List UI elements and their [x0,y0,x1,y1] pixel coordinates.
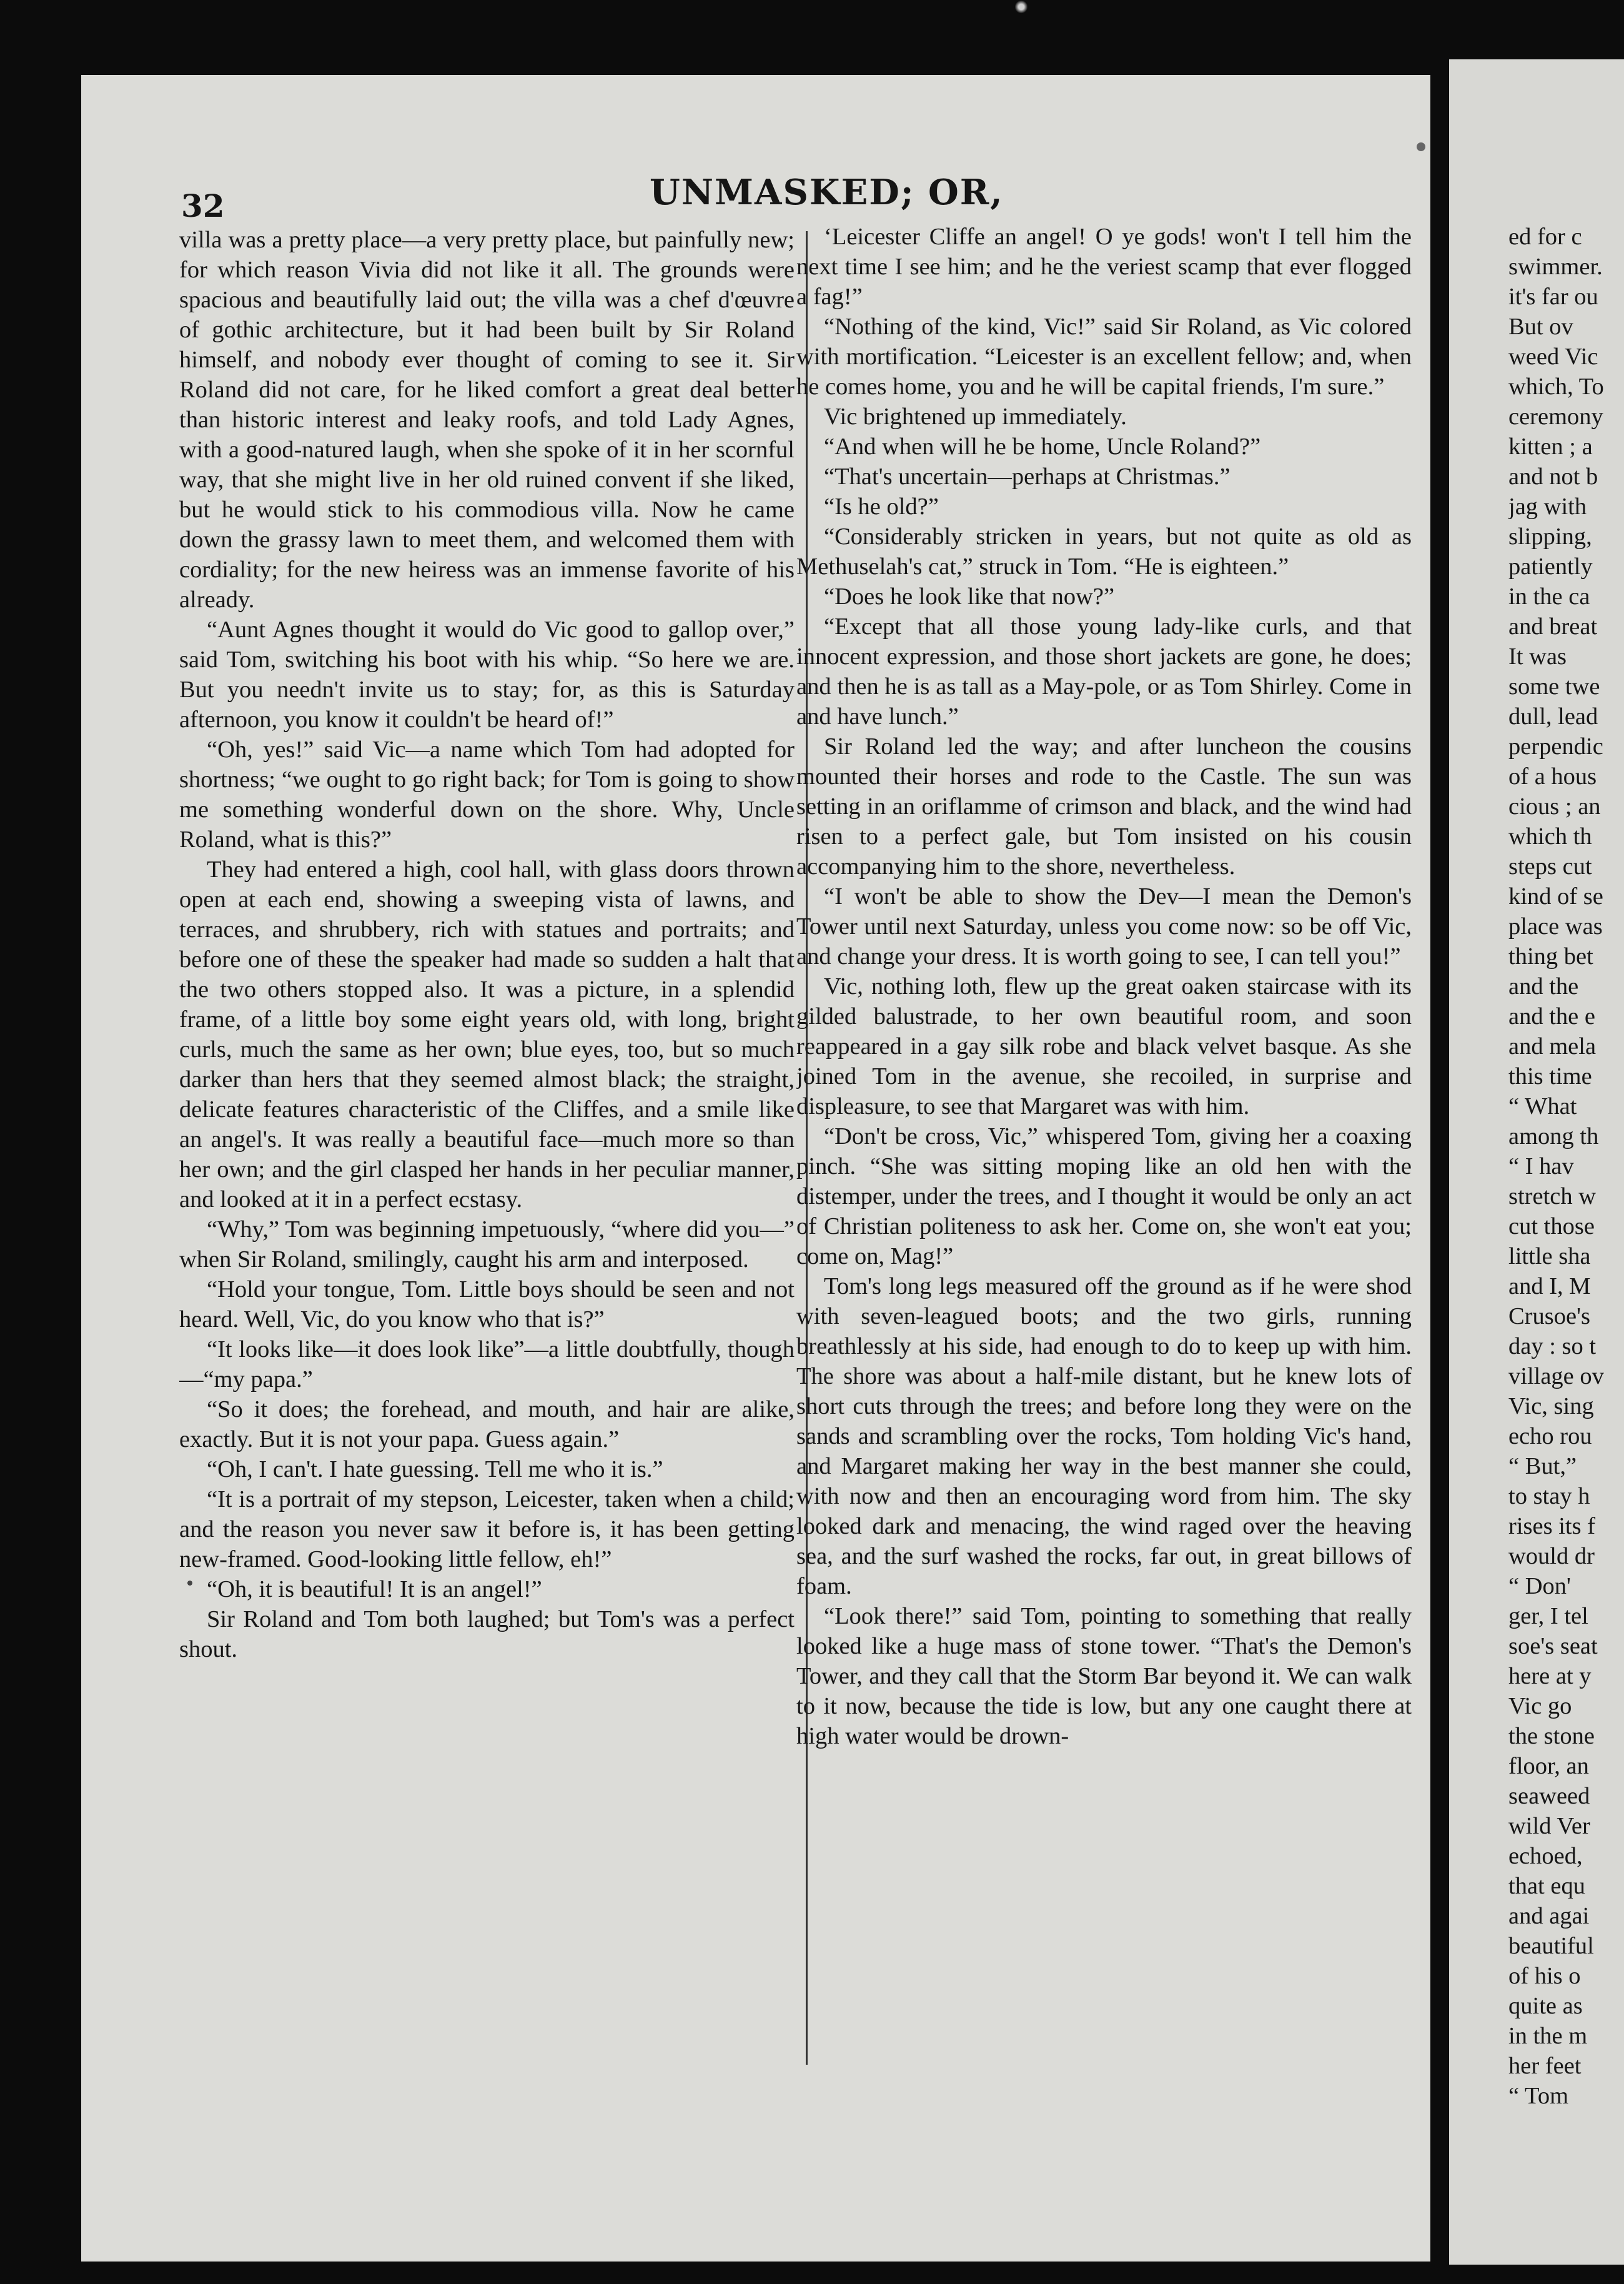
paragraph: Sir Roland and Tom both laughed; but Tom's was a perfect shout. [179,1606,795,1662]
paragraph: Vic, nothing loth, flew up the great oaken staircase with its gilded balustrade, to her own beautiful room, and soon reappeared in a gay silk robe and black velvet basque. As she joined Tom in the avenue, she recoiled, in surprise and displeasure, to see that Margaret was with him. [796,973,1412,1120]
text-line: dull, lead [1508,703,1598,730]
text-line: village ov [1508,1363,1604,1389]
text-line: ed for c [1508,224,1582,250]
text-line: and I, M [1508,1273,1591,1299]
text-line: rises its f [1508,1513,1596,1539]
text-line: swimmer. [1508,254,1603,280]
text-line: this time [1508,1063,1592,1090]
text-line: and the [1508,973,1579,1000]
text-line: ger, I tel [1508,1603,1588,1629]
paragraph: villa was a pretty place—a very pretty place, but painfully new; for which reason Vivia did not like it all. The grounds were spacious and beautifully laid out; the villa was a chef d'œuvre of gothic architecture, but it had been built by Sir Roland himself, and nobody ever thought of coming to see it. Sir Roland did not care, for he liked comfort a great deal better than historic interest and leaky roofs, and told Lady Agnes, with a good-natured laugh, when she spoke of it in her scornful way, that she might live in her old ruined convent if she liked, but he would stick to his commodious villa. Now he came down the grassy lawn to meet them, and welcomed them with cordiality; for the new heiress was an immense favorite of his already. [179,227,795,613]
text-line: here at y [1508,1663,1592,1689]
text-line: among th [1508,1123,1599,1149]
text-line: “ Tom [1508,2083,1569,2109]
text-line: kind of se [1508,883,1603,910]
paragraph: “Is he old?” [824,494,939,520]
adjacent-page-column [1508,222,1624,2127]
text-line: weed Vic [1508,344,1598,370]
paragraph: “Considerably stricken in years, but not quite as old as Methuselah's cat,” struck in Tom. “He is eighteen.” [796,524,1412,580]
text-line: and the e [1508,1003,1595,1030]
text-line: ceremony [1508,404,1603,430]
text-line: “ Don' [1508,1573,1571,1599]
text-line: and breat [1508,613,1598,640]
text-line: steps cut [1508,853,1592,880]
text-line: floor, an [1508,1753,1589,1779]
text-line: of his o [1508,1963,1581,1989]
text-line: in the m [1508,2023,1588,2049]
text-line: some twe [1508,673,1600,700]
text-line: beautiful [1508,1933,1594,1959]
text-line: of a hous [1508,763,1597,790]
paragraph: “Except that all those young lady-like curls, and that innocent expression, and those short jackets are gone, he does; and then he is as tall as a May-pole, or as Tom Shirley. Come in and have lunch.” [796,613,1412,730]
text-line: wild Ver [1508,1813,1590,1839]
text-line: that equ [1508,1873,1585,1899]
text-line: But ov [1508,314,1573,340]
paragraph: “I won't be able to show the Dev—I mean the Demon's Tower until next Saturday, unless you come now: so be off Vic, and change your dress. It is worth going to see, I can tell you!” [796,883,1412,970]
text-line: and mela [1508,1033,1597,1060]
running-title: UNMASKED; OR, [650,172,1004,213]
text-line: would dr [1508,1543,1595,1569]
text-line: her feet [1508,2053,1582,2079]
text-line: Vic go [1508,1693,1572,1719]
text-line: patiently [1508,554,1593,580]
paragraph: “Oh, I can't. I hate guessing. Tell me who it is.” [207,1456,663,1482]
page-number: 32 [181,187,225,224]
text-line: day : so t [1508,1333,1597,1359]
top-ornament [1015,0,1027,14]
text-line: jag with [1508,494,1587,520]
left-text-column [179,225,795,2099]
paragraph: “And when will he be home, Uncle Roland?” [824,434,1261,460]
paragraph: Tom's long legs measured off the ground as if he were shod with seven-leagued boots; and the two girls, running breathlessly at his side, had enough to do to keep up with him. The shore was about a half-mile distant, but he knew lots of short cuts through the trees; and before long they were on the sands and scrambling over the rocks, Tom holding Vic's hand, and Margaret making her way in the best manner she could, with now and then an encouraging word from him. The sky looked dark and menacing, the wind raged over the heaving sea, and the surf washed the rocks, far out, in great billows of foam. [796,1273,1412,1599]
text-line: thing bet [1508,943,1593,970]
text-line: “ I hav [1508,1153,1574,1179]
text-line: Crusoe's [1508,1303,1590,1329]
text-line: cut those [1508,1213,1595,1239]
paragraph: “Oh, yes!” said Vic—a name which Tom had adopted for shortness; “we ought to go right back; for Tom is going to show me something wonderful down on the shore. Why, Uncle Roland, what is this?” [179,737,795,853]
text-line: soe's seat [1508,1633,1598,1659]
text-line: stretch w [1508,1183,1597,1209]
text-line: in the ca [1508,583,1590,610]
paragraph: “So it does; the forehead, and mouth, and hair are alike, exactly. But it is not your papa. Guess again.” [179,1396,795,1452]
paragraph: “Don't be cross, Vic,” whispered Tom, giving her a coaxing pinch. “She was sitting moping like an old hen with the distemper, under the trees, and I thought it would be only an act of Christian politeness to ask her. Come on, she won't eat you; come on, Mag!” [796,1123,1412,1269]
text-line: the stone [1508,1723,1595,1749]
paragraph: “That's uncertain—perhaps at Christmas.” [824,464,1230,490]
paragraph: “Oh, it is beautiful! It is an angel!” [207,1576,542,1602]
text-line: Vic, sing [1508,1393,1594,1419]
paragraph: “Hold your tongue, Tom. Little boys should be seen and not heard. Well, Vic, do you know who that is?” [179,1276,795,1333]
text-line: “ But,” [1508,1453,1577,1479]
paragraph: “Nothing of the kind, Vic!” said Sir Roland, as Vic colored with mortification. “Leicester is an excellent fellow; and, when he comes home, you and he will be capital friends, I'm sure.” [796,314,1412,400]
text-line: echoed, [1508,1843,1583,1869]
text-line: seaweed [1508,1783,1590,1809]
text-line: kitten ; a [1508,434,1593,460]
paragraph: “Why,” Tom was beginning impetuously, “where did you—” when Sir Roland, smilingly, caught his arm and interposed. [179,1216,795,1273]
text-line: it's far ou [1508,284,1598,310]
text-line: little sha [1508,1243,1591,1269]
text-line: place was [1508,913,1603,940]
paragraph: They had entered a high, cool hall, with glass doors thrown open at each end, showing a sweeping vista of lawns, and terraces, and shrubbery, rich with statues and portraits; and before one of these the speaker had made so sudden a halt that the two others stopped also. It was a picture, in a splendid frame, of a little boy some eight years old, with long, bright curls, much the same as her own; blue eyes, too, but so much darker than hers that they seemed almost black; the straight, delicate features characteristic of the Cliffes, and a smile like an angel's. It was really a beautiful face—much more so than her own; and the girl clasped her hands in her peculiar manner, and looked at it in a perfect ecstasy. [179,856,795,1213]
text-line: echo rou [1508,1423,1592,1449]
text-line: to stay h [1508,1483,1590,1509]
paragraph: “Look there!” said Tom, pointing to something that really looked like a huge mass of stone tower. “That's the Demon's Tower, and they call that the Storm Bar beyond it. We can walk to it now, because the tide is low, but any one caught there at high water would be drown- [796,1603,1412,1749]
margin-mark [1417,142,1425,151]
paragraph: “Does he look like that now?” [824,583,1115,610]
paragraph: Vic brightened up immediately. [824,404,1127,430]
right-text-column [796,222,1412,2096]
text-line: which, To [1508,374,1604,400]
paragraph: “Aunt Agnes thought it would do Vic good to gallop over,” said Tom, switching his boot with his whip. “So here we are. But you needn't invite us to stay; for, as this is Saturday afternoon, you know it couldn't be heard of!” [179,617,795,733]
text-line: perpendic [1508,733,1603,760]
paragraph: Sir Roland led the way; and after luncheon the cousins mounted their horses and rode to the Castle. The sun was setting in an oriflamme of crimson and black, and the wind had risen to a perfect gale, but Tom insisted on his cousin accompanying him to the shore, nevertheless. [796,733,1412,880]
paragraph: ‘Leicester Cliffe an angel! O ye gods! won't I tell him the next time I see him; and he the veriest scamp that ever flogged a fag!” [796,224,1412,310]
paragraph: “It is a portrait of my stepson, Leicester, taken when a child; and the reason you never saw it before is, it has been getting new-framed. Good-looking little fellow, eh!” [179,1486,795,1572]
paragraph: “It looks like—it does look like”—a little doubtfully, though—“my papa.” [179,1336,795,1393]
text-line: It was [1508,643,1567,670]
text-line: which th [1508,823,1592,850]
text-line: quite as [1508,1993,1583,2019]
text-line: cious ; an [1508,793,1601,820]
text-line: “ What [1508,1093,1577,1120]
text-line: slipping, [1508,524,1592,550]
text-line: and not b [1508,464,1598,490]
text-line: and agai [1508,1903,1590,1929]
